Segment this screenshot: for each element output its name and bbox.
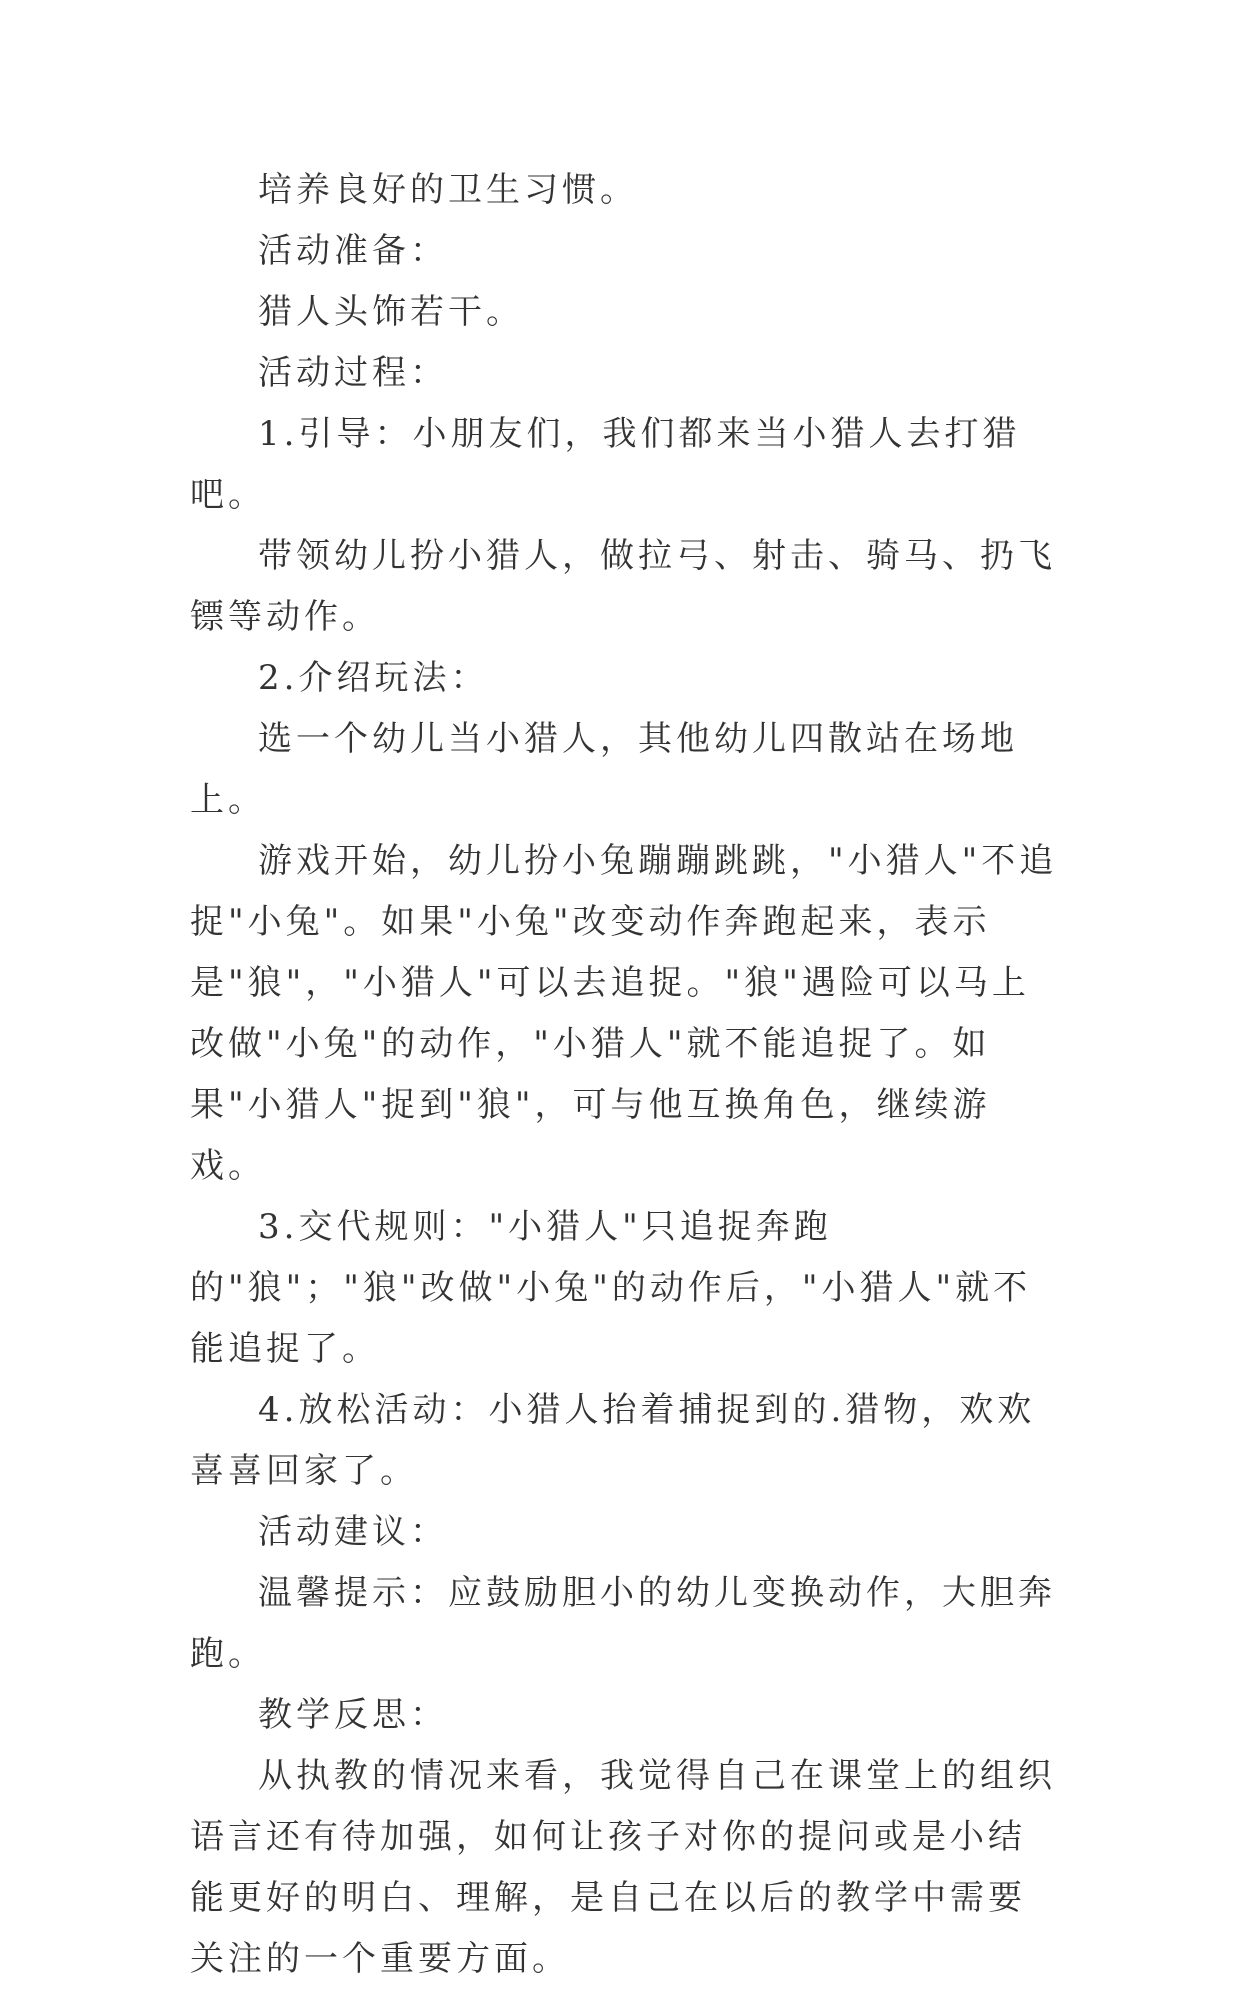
heading-activity-suggestions: 活动建议： (258, 1512, 448, 1552)
paragraph-preparation-items: 猎人头饰若干。 (258, 292, 524, 332)
paragraph-step-1-guide: 1.引导：小朋友们，我们都来当小猎人去打猎吧。 (190, 414, 1021, 515)
paragraph-hygiene-goal: 培养良好的卫生习惯。 (258, 170, 638, 210)
document-body (190, 160, 1060, 1990)
paragraph-step-2-heading: 2.介绍玩法： (258, 658, 489, 698)
paragraph-reflection-body: 从执教的情况来看，我觉得自己在课堂上的组织语言还有待加强，如何让孩子对你的提问或是小结能更好的明白、理解，是自己在以后的教学中需要关注的一个重要方面。 (190, 1756, 1056, 1979)
heading-teaching-reflection: 教学反思： (258, 1695, 448, 1735)
paragraph-step-4-relax: 4.放松活动：小猎人抬着捕捉到的.猎物，欢欢喜喜回家了。 (190, 1390, 1036, 1491)
paragraph-step-2-setup: 选一个幼儿当小猎人，其他幼儿四散站在场地上。 (190, 719, 1018, 820)
paragraph-warm-tip: 温馨提示：应鼓励胆小的幼儿变换动作，大胆奔跑。 (190, 1573, 1056, 1674)
heading-activity-preparation: 活动准备： (258, 231, 448, 271)
heading-activity-process: 活动过程： (258, 353, 448, 393)
paragraph-step-1-actions: 带领幼儿扮小猎人，做拉弓、射击、骑马、扔飞镖等动作。 (190, 536, 1056, 637)
paragraph-step-2-gameplay: 游戏开始，幼儿扮小兔蹦蹦跳跳，"小猎人"不追捉"小兔"。如果"小兔"改变动作奔跑起来，表示是"狼"，"小猎人"可以去追捉。"狼"遇险可以马上改做"小兔"的动作，"小猎人"就不能追捉了。如果"小猎人"捉到"狼"，可与他互换角色，继续游戏。 (190, 841, 1058, 1186)
paragraph-step-3-rules: 3.交代规则："小猎人"只追捉奔跑的"狼"；"狼"改做"小兔"的动作后，"小猎人"就不能追捉了。 (190, 1207, 1032, 1369)
